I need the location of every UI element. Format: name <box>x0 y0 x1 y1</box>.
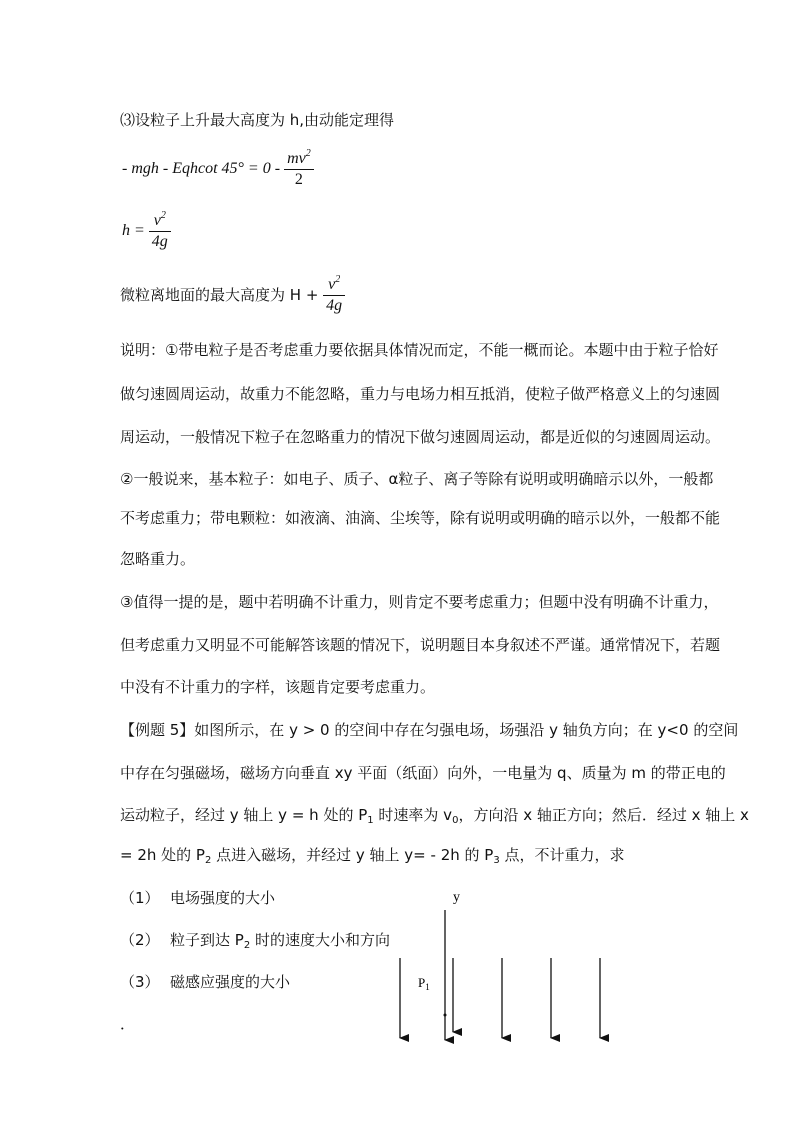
note-line-2: 做匀速圆周运动，故重力不能忽略，重力与电场力相互抵消，使粒子做严格意义上的匀速圆 <box>120 385 721 403</box>
question-2 <box>120 929 390 950</box>
note-line-4: ②一般说来，基本粒子：如电子、质子、α粒子、离子等除有说明或明确暗示以外，一般都 <box>120 470 714 488</box>
p1-point <box>444 1014 447 1017</box>
part3-intro: ⑶设粒子上升最大高度为 h,由动能定理得 <box>120 111 395 129</box>
note-line-1: 说明：①带电粒子是否考虑重力要依据具体情况而定，不能一概而论。本题中由于粒子恰好 <box>120 341 719 359</box>
note-line-6: 忽略重力。 <box>120 550 196 568</box>
equation-energy-fraction <box>284 150 314 189</box>
equation-max-height-fraction <box>323 276 345 315</box>
fraction-exponent: 2 <box>335 274 341 285</box>
question-3-number: （3） <box>120 973 160 991</box>
y-axis-label: y <box>453 890 460 905</box>
question-1-text: 电场强度的大小 <box>170 889 276 907</box>
note-line-3: 周运动，一般情况下粒子在忽略重力的情况下做匀速圆周运动，都是近似的匀速圆周运动。 <box>120 428 721 446</box>
field-diagram <box>380 880 640 1050</box>
example-line-4 <box>120 845 624 868</box>
example-line-3-part-b: 时速率为 v <box>373 806 453 824</box>
subscript-2: 2 <box>204 855 212 866</box>
fraction-numerator: v <box>328 276 336 293</box>
equation-height-fraction <box>149 212 171 251</box>
fraction-numerator: mv <box>287 150 306 167</box>
example-line-4-part-c: 点，不计重力，求 <box>499 846 625 864</box>
fraction-exponent: 2 <box>160 210 166 221</box>
example-line-3 <box>120 805 749 828</box>
fraction-exponent: 2 <box>305 148 311 159</box>
equation-energy <box>122 150 314 189</box>
example-line-4-part-b: 点进入磁场，并经过 y 轴上 y= - 2h 的 P <box>211 846 494 864</box>
question-1 <box>120 887 275 908</box>
question-1-number: （1） <box>120 889 160 907</box>
equation-max-height <box>120 276 345 315</box>
note-line-9: 中没有不计重力的字样，该题肯定要考虑重力。 <box>120 678 436 696</box>
note-line-5: 不考虑重力；带电颗粒：如液滴、油滴、尘埃等，除有说明或明确的暗示以外，一般都不能 <box>120 509 721 527</box>
question-2-tail: 时的速度大小和方向 <box>250 931 390 949</box>
stray-dot: ． <box>120 1015 136 1033</box>
subscript-3: 3 <box>493 855 500 866</box>
fraction-denominator: 4g <box>151 233 168 250</box>
p1-label: $P_1$ <box>418 975 430 992</box>
question-3-text: 磁感应强度的大小 <box>170 973 291 991</box>
subscript-0: 0 <box>452 815 459 826</box>
question-2-text: 粒子到达 P <box>170 931 244 949</box>
subscript-2: 2 <box>243 940 251 951</box>
fraction-denominator: 2 <box>294 171 303 188</box>
example-line-3-part-a: 运动粒子，经过 y 轴上 y = h 处的 P <box>120 806 368 824</box>
note-line-8: 但考虑重力又明显不可能解答该题的情况下，说明题目本身叙述不严谨。通常情况下，若题 <box>120 636 721 654</box>
question-2-number: （2） <box>120 931 160 949</box>
example-line-3-part-c: ，方向沿 x 轴正方向；然后．经过 x 轴上 x <box>458 806 749 824</box>
equation-height <box>122 212 171 251</box>
equation-max-height-text: 微粒离地面的最大高度为 H + <box>120 286 319 304</box>
question-3 <box>120 971 290 992</box>
example-line-4-part-a: = 2h 处的 P <box>120 846 205 864</box>
equation-energy-lhs: - mgh - Eqhcot 45° = 0 - <box>122 160 281 178</box>
equation-height-lhs: h = <box>122 222 145 240</box>
subscript-1: 1 <box>367 815 374 826</box>
example-line-2: 中存在匀强磁场，磁场方向垂直 xy 平面（纸面）向外，一电量为 q、质量为 m 的带正电的 <box>120 764 726 782</box>
fraction-numerator: v <box>153 212 161 229</box>
example-line-1: 【例题 5】如图所示，在 y > 0 的空间中存在匀强电场，场强沿 y 轴负方向；在 y<0 的空间 <box>120 721 739 739</box>
note-line-7: ③值得一提的是，题中若明确不计重力，则肯定不要考虑重力；但题中没有明确不计重力， <box>120 593 719 611</box>
fraction-denominator: 4g <box>326 297 343 314</box>
